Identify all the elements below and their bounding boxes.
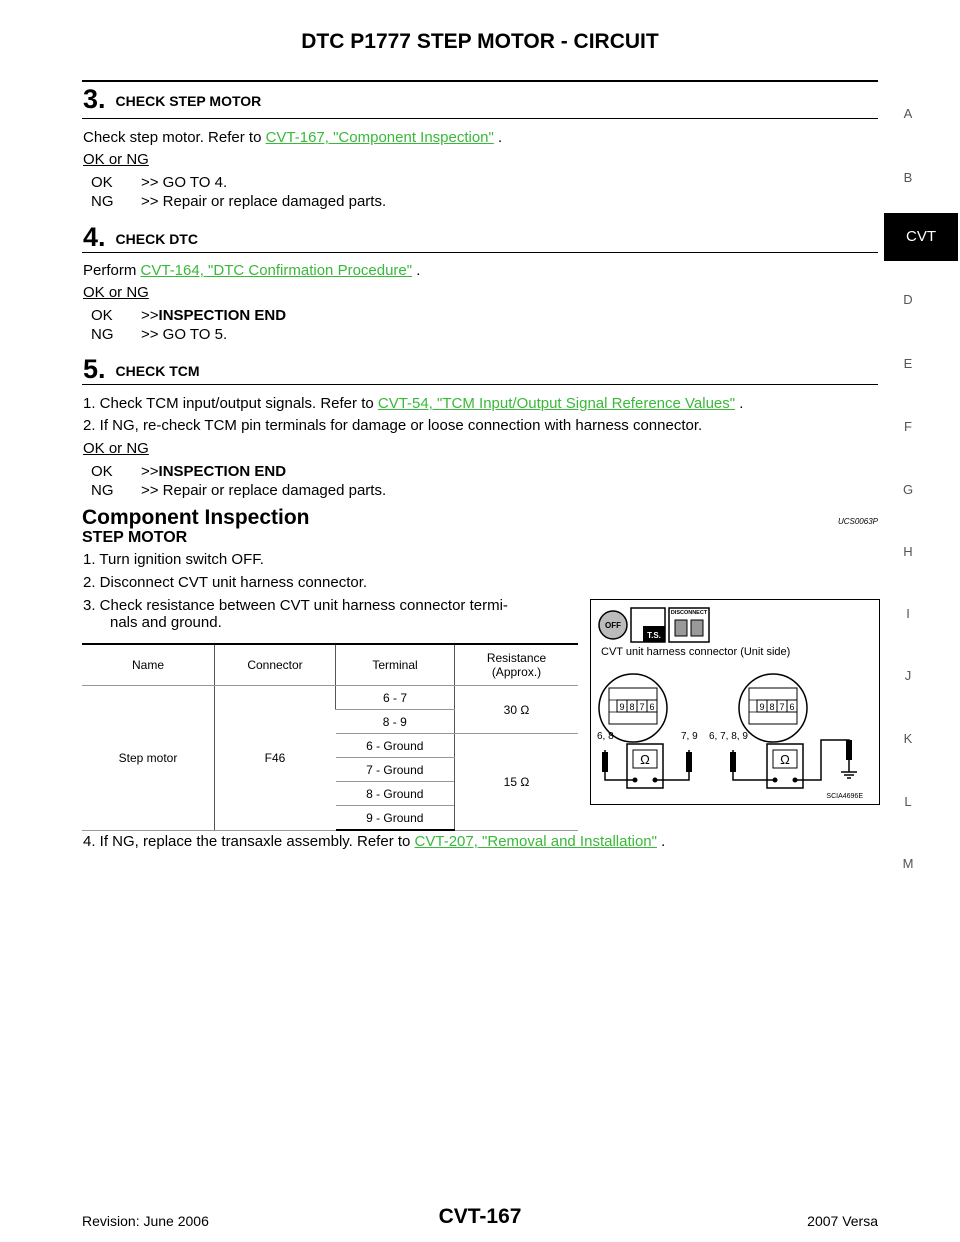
right-ohmmeter-icon [767,744,803,788]
step5-item2: 2. If NG, re-check TCM pin terminals for damage or loose connection with harness connector. [83,417,703,434]
step5-number: 5. [83,354,106,384]
ts-text: T.S. [647,631,661,640]
side-index-d[interactable]: D [903,292,913,307]
disconnect-text: DISCONNECT [670,610,708,616]
cell-terminal: 6 - Ground [336,734,455,758]
footer-model: 2007 Versa [807,1213,878,1229]
step5-rule [82,384,878,385]
cell-terminal: 7 - Ground [336,758,455,782]
off-text: OFF [605,621,621,630]
step4-title: CHECK DTC [115,231,198,247]
step3-number: 3. [83,84,106,114]
step3-title: CHECK STEP MOTOR [115,93,262,109]
step4-heading [83,222,198,253]
step4-results: OK >> INSPECTION END NG >> GO TO 5. [91,307,287,343]
footer-page-number: CVT-167 [438,1205,522,1228]
component-item3-line2: nals and ground. [110,614,222,631]
step3-text: Check step motor. Refer to CVT-167, "Component Inspection" . [83,129,503,146]
svg-text:6: 6 [649,702,655,712]
harness-connector-diagram [590,599,880,805]
side-index-k[interactable]: K [903,731,913,746]
side-index-m[interactable]: M [902,856,914,871]
step3-results: OK >> GO TO 4. NG >> Repair or replace damaged parts. [91,174,387,210]
svg-text:7: 7 [779,702,785,712]
terminal-label-left: 6, 8 [597,731,614,742]
svg-text:Ω: Ω [780,752,790,767]
col-name: Name [82,644,215,686]
svg-text:9: 9 [619,702,625,712]
step4-number: 4. [83,222,106,252]
component-item4: 4. If NG, replace the transaxle assembly. Refer to CVT-207, "Removal and Installation" . [83,833,666,850]
step4-okng-label: OK or NG [83,284,149,301]
step4-rule [82,252,878,253]
side-index-j[interactable]: J [904,668,912,683]
step5-results: OK >> INSPECTION END NG >> Repair or replace damaged parts. [91,463,387,499]
connector-label: CVT unit harness connector (Unit side) [601,646,791,658]
side-index-g[interactable]: G [902,482,914,497]
step3-link[interactable]: CVT-167, "Component Inspection" [265,129,494,146]
step3-heading [83,84,261,115]
table-row [82,686,578,710]
step5-title: CHECK TCM [115,363,200,379]
side-index-f[interactable]: F [904,419,912,434]
cell-resistance: 30 Ω [455,686,579,734]
right-connector [739,674,807,742]
cell-terminal: 6 - 7 [336,686,455,710]
svg-text:8: 8 [629,702,635,712]
step5-heading [83,354,200,385]
cell-connector: F46 [215,686,336,831]
step3-okng-label: OK or NG [83,151,149,168]
side-index-cvt-active[interactable]: CVT [884,213,958,261]
step4-text: Perform CVT-164, "DTC Confirmation Procedure" . [83,262,421,279]
component-code: UCS0063P [837,517,878,526]
svg-text:8: 8 [769,702,775,712]
cell-terminal: 9 - Ground [336,806,455,831]
cell-terminal: 8 - Ground [336,782,455,806]
cell-terminal: 8 - 9 [336,710,455,734]
header-rule [82,80,878,82]
svg-text:6: 6 [789,702,795,712]
svg-text:9: 9 [759,702,765,712]
left-ohmmeter-icon [627,744,663,788]
component-item2: 2. Disconnect CVT unit harness connector. [83,574,368,591]
cell-name: Step motor [82,686,215,831]
ground-icon [841,760,857,778]
side-index-l[interactable]: L [904,794,912,809]
side-index-h[interactable]: H [903,544,913,559]
step-motor-subtitle: STEP MOTOR [82,529,188,546]
footer-revision: Revision: June 2006 [82,1213,209,1229]
svg-text:7: 7 [639,702,645,712]
col-terminal: Terminal [336,644,455,686]
side-index-i[interactable]: I [906,606,910,621]
col-connector: Connector [215,644,336,686]
step5-link[interactable]: CVT-54, "TCM Input/Output Signal Reference Values" [377,395,736,412]
diagram-code: SCIA4696E [826,793,863,800]
component-item3-line1: 3. Check resistance between CVT unit harness connector termi- [83,597,508,614]
disconnect-icon [669,608,709,642]
ignition-off-icon [599,611,627,639]
tester-icon [631,608,665,642]
side-index-a[interactable]: A [903,106,913,121]
step5-item1: 1. Check TCM input/output signals. Refer to CVT-54, "TCM Input/Output Signal Reference Values" . [83,395,744,412]
step3-rule [82,118,878,119]
side-index-e[interactable]: E [903,356,913,371]
step5-okng-label: OK or NG [83,440,149,457]
col-resistance: Resistance (Approx.) [455,644,579,686]
step4-link[interactable]: CVT-164, "DTC Confirmation Procedure" [140,262,413,279]
page-title: DTC P1777 STEP MOTOR - CIRCUIT [301,30,659,53]
cell-resistance: 15 Ω [455,734,579,831]
component-item4-link[interactable]: CVT-207, "Removal and Installation" [414,833,657,850]
svg-text:Ω: Ω [640,752,650,767]
terminal-label-right: 6, 7, 8, 9 [709,731,748,742]
component-item1: 1. Turn ignition switch OFF. [83,551,264,568]
side-index-b[interactable]: B [903,170,913,185]
component-inspection-title: Component Inspection [82,506,310,529]
resistance-table [82,643,578,831]
terminal-label-mid: 7, 9 [681,731,698,742]
